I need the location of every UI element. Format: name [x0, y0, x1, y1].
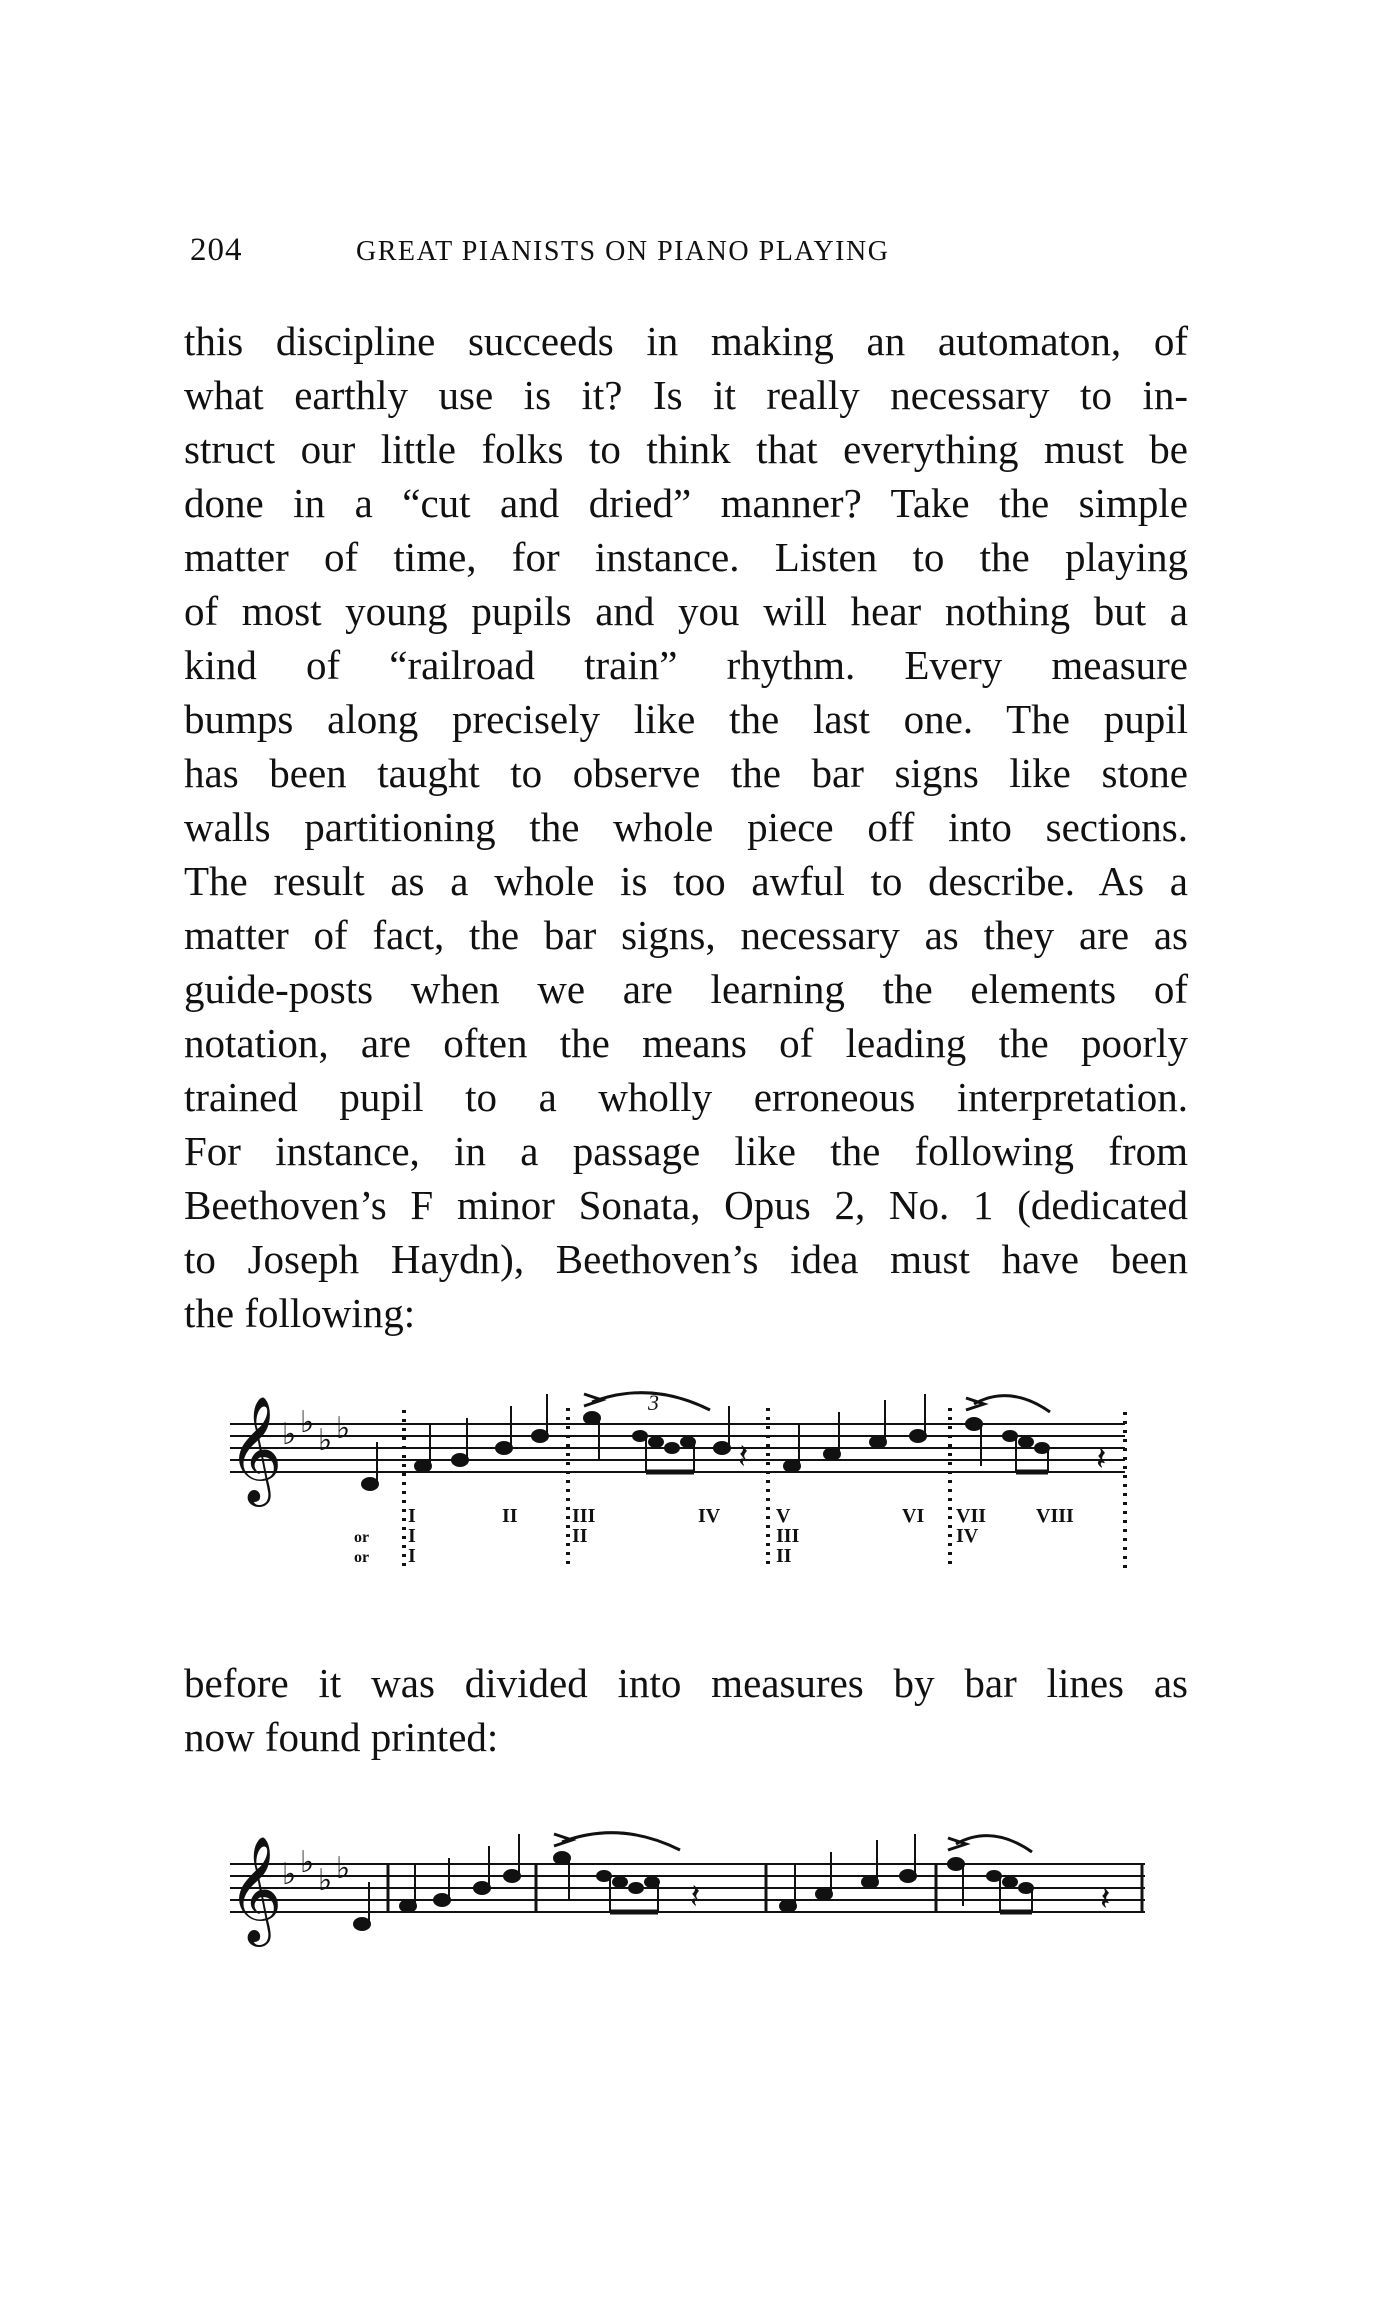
or-label: or: [354, 1529, 370, 1546]
text-line: trained pupil to a wholly erroneous interpretation.: [184, 1074, 1188, 1120]
staff-lines: [230, 1864, 1145, 1912]
svg-text:♭: ♭: [336, 1412, 351, 1445]
text-line: the following:: [184, 1290, 416, 1336]
roman-numeral: I: [408, 1505, 416, 1527]
roman-numeral: VIII: [1036, 1505, 1074, 1527]
roman-numeral: V: [776, 1505, 791, 1527]
text-line: bumps along precisely like the last one. The pupil: [184, 696, 1188, 742]
music-example-phrased: [220, 1380, 1140, 1580]
text-line: matter of time, for instance. Listen to the playing: [184, 534, 1188, 580]
roman-numerals-row2: [408, 1525, 979, 1547]
triplet-label: 3: [648, 1390, 659, 1415]
svg-text:𝄽: 𝄽: [1100, 1881, 1111, 1918]
roman-numeral: II: [572, 1525, 588, 1547]
text-line: guide-posts when we are learning the elements of: [184, 966, 1188, 1012]
running-header: [190, 232, 1030, 272]
roman-numeral: III: [572, 1505, 596, 1527]
treble-clef-icon: 𝄞: [228, 1838, 283, 1940]
svg-text:♭: ♭: [336, 1852, 351, 1885]
treble-clef-icon: 𝄞: [228, 1398, 283, 1500]
music-example-barred: [220, 1790, 1150, 1960]
text-line: kind of “railroad train” rhythm. Every measure: [184, 642, 1188, 688]
page-number: 204: [190, 232, 243, 268]
text-line: of most young pupils and you will hear nothing but a: [184, 588, 1188, 634]
text-line: to Joseph Haydn), Beethoven’s idea must have been: [184, 1236, 1188, 1282]
svg-text:♭: ♭: [318, 1424, 333, 1457]
roman-numeral: II: [776, 1545, 792, 1567]
svg-text:♭: ♭: [300, 1846, 315, 1879]
text-line: now found printed:: [184, 1714, 499, 1760]
roman-numeral: IV: [698, 1505, 721, 1527]
text-line: notation, are often the means of leading the poorly: [184, 1020, 1188, 1066]
roman-numerals-row3: [408, 1545, 792, 1567]
text-line: matter of fact, the bar signs, necessary as they are as: [184, 912, 1188, 958]
roman-numeral: IV: [956, 1525, 979, 1547]
accent-marks: [554, 1834, 966, 1850]
text-line: walls partitioning the whole piece off into sections.: [184, 804, 1188, 850]
svg-text:♭: ♭: [282, 1858, 297, 1891]
text-line: For instance, in a passage like the following from: [184, 1128, 1188, 1174]
text-line: before it was divided into measures by bar lines as: [184, 1660, 1188, 1706]
svg-text:♭: ♭: [282, 1418, 297, 1451]
or-labels: [354, 1529, 369, 1566]
roman-numeral: II: [502, 1505, 518, 1527]
key-signature-flats: [282, 1406, 350, 1457]
svg-text:𝄽: 𝄽: [1096, 1441, 1107, 1478]
text-line: done in a “cut and dried” manner? Take the simple: [184, 480, 1188, 526]
roman-numeral: VI: [902, 1505, 925, 1527]
paragraph-second: [184, 1656, 1188, 1776]
roman-numeral: I: [408, 1545, 416, 1567]
roman-numerals-row1: [408, 1505, 1074, 1527]
running-title: GREAT PIANISTS ON PIANO PLAYING: [356, 236, 890, 267]
svg-text:𝄽: 𝄽: [738, 1439, 749, 1476]
svg-text:𝄽: 𝄽: [690, 1879, 701, 1916]
dotted-phrase-lines: [404, 1408, 1125, 1570]
text-line: The result as a whole is too awful to describe. As a: [184, 858, 1188, 904]
text-line: struct our little folks to think that everything must be: [184, 426, 1188, 472]
key-signature-flats: [282, 1846, 350, 1897]
svg-text:♭: ♭: [318, 1864, 333, 1897]
roman-numeral: III: [776, 1525, 800, 1547]
or-label: or: [354, 1549, 370, 1566]
text-line: Beethoven’s F minor Sonata, Opus 2, No. 1 (dedicated: [184, 1182, 1188, 1228]
roman-numeral: VII: [956, 1505, 987, 1527]
text-line: has been taught to observe the bar signs like stone: [184, 750, 1188, 796]
svg-text:♭: ♭: [300, 1406, 315, 1439]
text-line: what earthly use is it? Is it really necessary to in-: [184, 372, 1188, 418]
roman-numeral: I: [408, 1525, 416, 1547]
text-line: this discipline succeeds in making an automaton, of: [184, 318, 1188, 364]
paragraph-main: [184, 314, 1188, 1334]
